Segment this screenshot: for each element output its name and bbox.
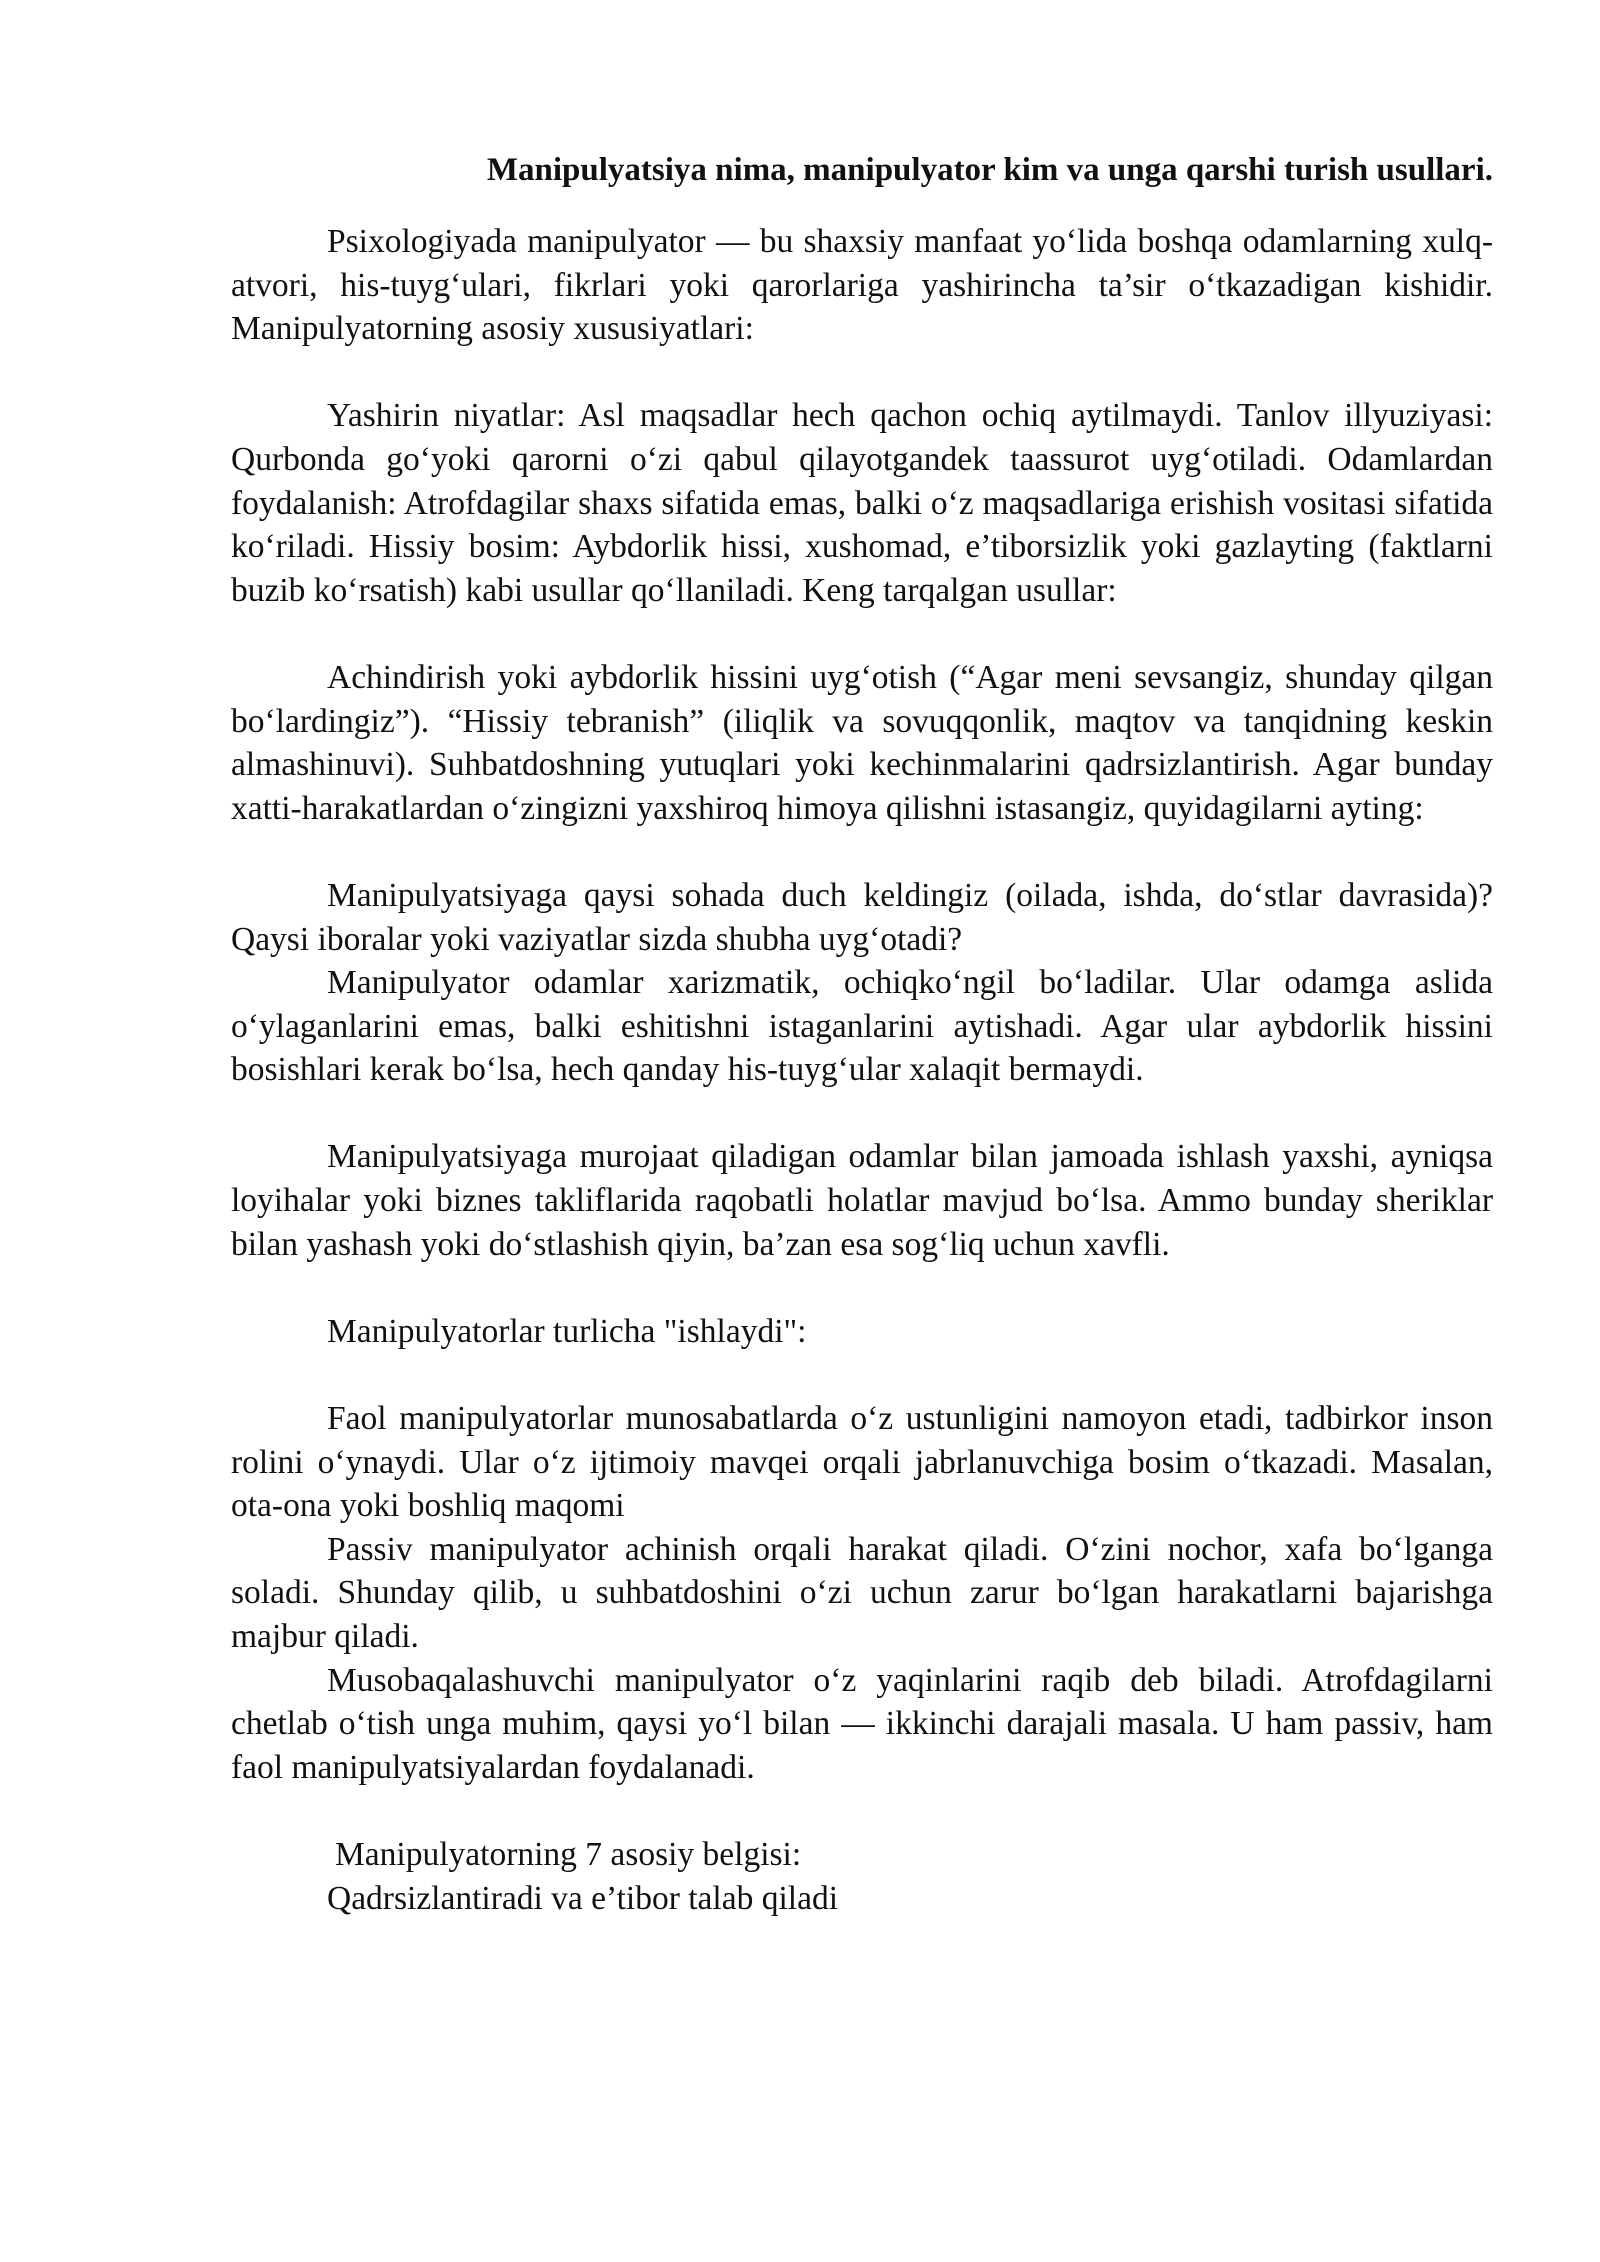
paragraph-types-intro: Manipulyatorlar turlicha "ishlaydi": (327, 1312, 807, 1350)
paragraph-charismatic: Manipulyator odamlar xarizmatik, ochiqko‘ngil bo‘ladilar. Ular odamga aslida o‘ylaganlarini emas, balki eshitishni istaganlarini aytishadi. Agar ular aybdorlik hissini bosishlari kerak bo‘lsa, hech qanday his-tuyg‘ular xalaqit bermaydi. (231, 964, 1493, 1089)
paragraph-gap (231, 1353, 1493, 1397)
paragraph-competitive-manipulator: Musobaqalashuvchi manipulyator o‘z yaqinlarini raqib deb biladi. Atrofdagilarni chetlab o‘tish unga muhim, qaysi yo‘l bilan — ikkinchi darajali masala. U ham passiv, ham faol manipulyatsiyalardan foydalanadi. (231, 1661, 1493, 1786)
paragraph-gap (231, 830, 1493, 874)
document-title: Manipulyatsiya nima, manipulyator kim va unga qarshi turish usullari. (486, 152, 1493, 188)
paragraph-characteristics: Yashirin niyatlar: Asl maqsadlar hech qachon ochiq aytilmaydi. Tanlov illyuziyasi: Qurbonda go‘yoki qarorni o‘zi qabul qilayotgandek taassurot uyg‘otiladi. Odamlardan foydalanish: Atrofdagilar shaxs sifatida emas, balki o‘z maqsadlariga erishish vositasi sifatida ko‘riladi. Hissiy bosim: Aybdorlik hissi, xushomad, e’tiborsizlik yoki gazlayting (faktlarni buzib ko‘rsatish) kabi usullar qo‘llaniladi. Keng tarqalgan usullar: (231, 397, 1493, 609)
document-page (231, 148, 1493, 1920)
paragraph-teamwork: Manipulyatsiyaga murojaat qiladigan odamlar bilan jamoada ishlash yaxshi, ayniqsa loyihalar yoki biznes takliflarida raqobatli holatlar mavjud bo‘lsa. Ammo bunday sheriklar bilan yashash yoki do‘stlashish qiyin, ba’zan esa sog‘liq uchun xavfli. (231, 1138, 1493, 1263)
list-heading: Manipulyatorning 7 asosiy belgisi: (335, 1835, 802, 1873)
paragraph-active-manipulator: Faol manipulyatorlar munosabatlarda o‘z ustunligini namoyon etadi, tadbirkor inson rolini o‘ynaydi. Ular o‘z ijtimoiy mavqei orqali jabrlanuvchiga bosim o‘tkazadi. Masalan, ota-ona yoki boshliq maqomi (231, 1400, 1493, 1525)
paragraph-gap (231, 612, 1493, 656)
paragraph-gap (231, 351, 1493, 395)
paragraph-gap (231, 1266, 1493, 1310)
paragraph-methods: Achindirish yoki aybdorlik hissini uyg‘otish (“Agar meni sevsangiz, shunday qilgan bo‘lardingiz”). “Hissiy tebranish” (iliqlik va sovuqqonlik, maqtov va tanqidning keskin almashinuvi). Suhbatdoshning yutuqlari yoki kechinmalarini qadrsizlantirish. Agar bunday xatti-harakatlardan o‘zingizni yaxshiroq himoya qilishni istasangiz, quyidagilarni ayting: (231, 658, 1493, 827)
paragraph-definition: Psixologiyada manipulyator — bu shaxsiy manfaat yo‘lida boshqa odamlarning xulq-atvori, his-tuyg‘ulari, fikrlari yoki qarorlariga yashirincha ta’sir o‘tkazadigan kishidir. Manipulyatorning asosiy xususiyatlari: (231, 223, 1493, 348)
paragraph-passive-manipulator: Passiv manipulyator achinish orqali harakat qiladi. O‘zini nochor, xafa bo‘lganga soladi. Shunday qilib, u suhbatdoshini o‘zi uchun zarur bo‘lgan harakatlarni bajarishga majbur qiladi. (231, 1530, 1493, 1655)
list-item: Qadrsizlantiradi va e’tibor talab qiladi (327, 1879, 839, 1917)
paragraph-gap (231, 1789, 1493, 1833)
paragraph-gap (231, 1092, 1493, 1136)
paragraph-questions: Manipulyatsiyaga qaysi sohada duch keldingiz (oilada, ishda, do‘stlar davrasida)? Qaysi iboralar yoki vaziyatlar sizda shubha uyg‘otadi? (231, 876, 1493, 958)
